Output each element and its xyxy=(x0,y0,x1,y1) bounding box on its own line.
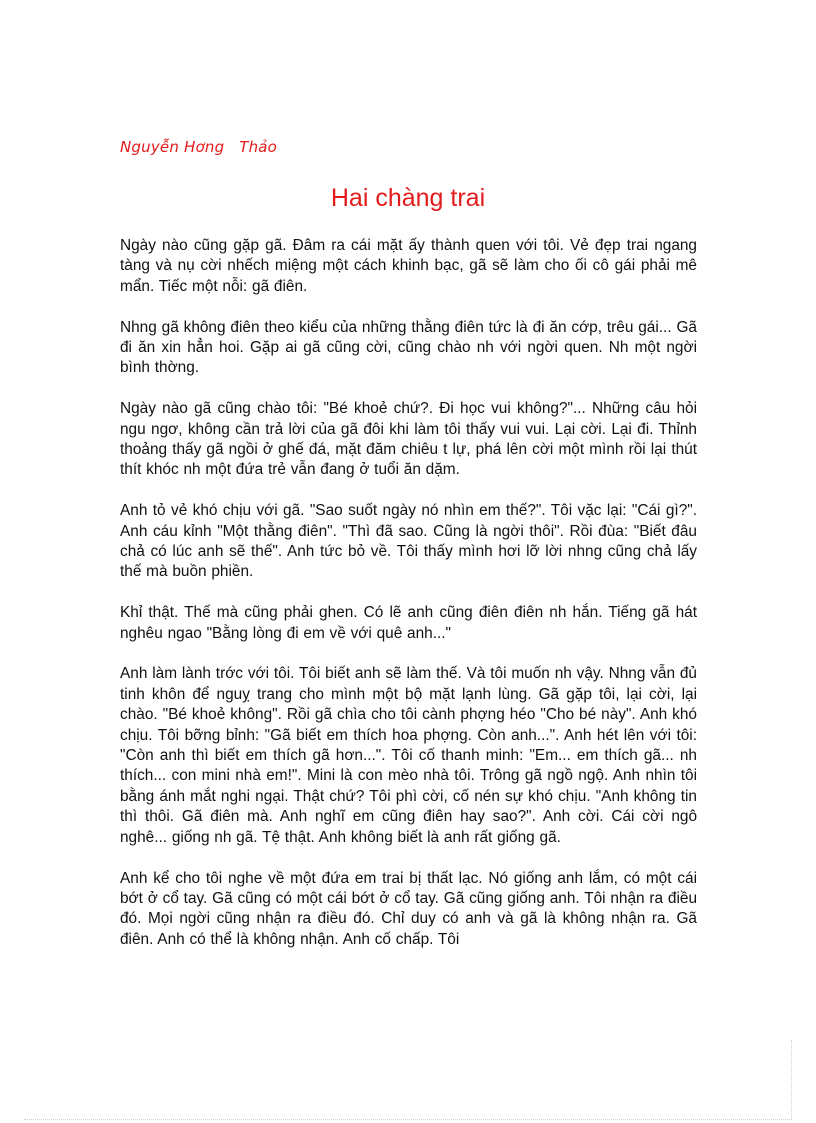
paragraph: Anh kể cho tôi nghe về một đứa em trai bị thất lạc. Nó giống anh lắm, có một cái bớt ở cổ tay. Gã cũng có một cái bớt ở cổ tay. Gã cũng giống anh. Tôi nhận ra điều đó. Mọi ngời cũng nhận ra điều đó. Chỉ duy có anh và gã là không nhận ra. Gã điên. Anh có thể là không nhận. Anh cố chấp. Tôi xyxy=(120,869,697,948)
story-body xyxy=(120,236,697,971)
paragraph: Anh tỏ vẻ khó chịu với gã. "Sao suốt ngày nó nhìn em thế?". Tôi vặc lại: "Cái gì?". Anh cáu kỉnh "Một thằng điên". "Thì đã sao. Cũng là ngời thôi". Rồi đùa: "Biết đâu chả có lúc anh sẽ thế". Anh tức bỏ về. Tôi thấy mình hơi lỡ lời nhng cũng chả lấy thế mà buồn phiền. xyxy=(120,502,697,581)
paragraph: Anh làm lành trớc với tôi. Tôi biết anh sẽ làm thế. Và tôi muốn nh vậy. Nhng vẫn đủ tinh khôn để nguỵ trang cho mình một bộ mặt lạnh lùng. Gã gặp tôi, lại cời, lại chào. "Bé khoẻ không". Rồi gã chìa cho tôi cành phợng héo "Cho bé này". Anh khó chịu. Tôi bỡng bỉnh: "Gã biết em thích hoa phợng. Còn anh...". Anh hét lên với tôi: "Còn anh thì biết em thích gã hơn...". Tôi cố thanh minh: "Em... em thích gã... nh thích... con mini nhà em!". Mini là con mèo nhà tôi. Trông gã ngồ ngộ. Anh nhìn tôi bằng ánh mắt nghi ngại. Thật chứ? Tôi phì cời, cố nén sự khó chịu. "Anh không tin thì thôi. Gã điên mà. Anh nghĩ em cũng điên hay sao?". Anh cời. Cái cời ngô nghê... giống nh gã. Tệ thật. Anh không biết là anh rất giống gã. xyxy=(120,665,697,846)
paragraph: Ngày nào cũng gặp gã. Đâm ra cái mặt ấy thành quen với tôi. Vẻ đẹp trai ngang tàng và nụ cời nhếch miệng một cách khinh bạc, gã sẽ làm cho ối cô gái phải mê mẩn. Tiếc một nỗi: gã điên. xyxy=(120,237,697,295)
author-name: Nguyễn Hơng Thảo xyxy=(120,138,278,156)
paragraph: Khỉ thật. Thế mà cũng phải ghen. Có lẽ anh cũng điên điên nh hắn. Tiếng gã hát nghêu ngao "Bằng lòng đi em về với quê anh..." xyxy=(120,604,697,642)
page-bottom-divider xyxy=(24,1119,792,1120)
page-right-divider xyxy=(791,1040,792,1120)
story-title-text: Hai chàng trai xyxy=(330,184,486,212)
story-title xyxy=(0,184,816,213)
paragraph: Nhng gã không điên theo kiểu của những thằng điên tức là đi ăn cớp, trêu gái... Gã đi ăn xin hẳn hoi. Gặp ai gã cũng cời, cũng chào nh với ngời quen. Nh một ngời bình thờng. xyxy=(120,318,697,377)
paragraph: Ngày nào gã cũng chào tôi: "Bé khoẻ chứ?. Đi học vui không?"... Những câu hỏi ngu ngơ, không cần trả lời của gã đôi khi làm tôi thấy vui vui. Lại cời. Lại đi. Thỉnh thoảng thấy gã ngồi ở ghế đá, mặt đăm chiêu t lự, phá lên cời một mình rồi lại thút thít khóc nh một đứa trẻ vẫn đang ở tuổi ăn dặm. xyxy=(120,400,697,479)
